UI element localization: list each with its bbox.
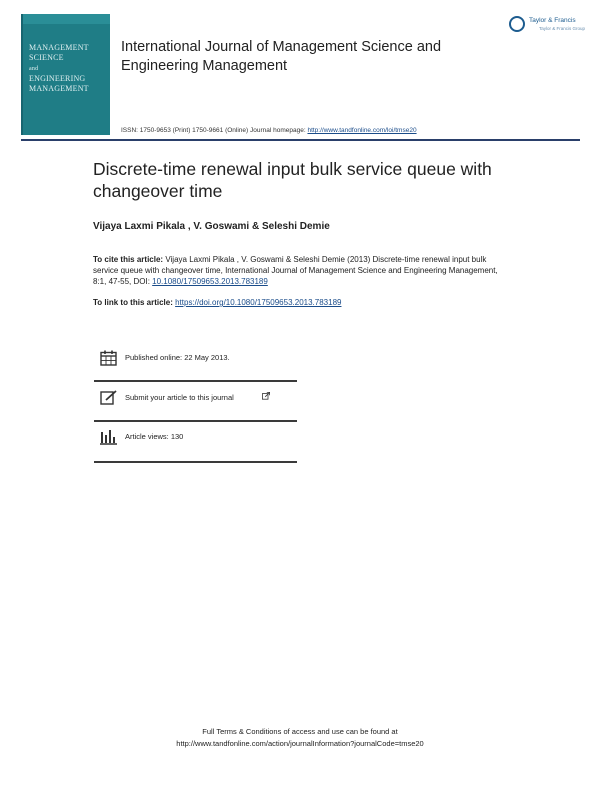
link-label: To link to this article: <box>93 298 173 307</box>
journal-cover-image <box>21 14 110 135</box>
article-title: Discrete-time renewal input bulk service queue with changeover time <box>93 159 492 201</box>
cover-title-line: and <box>29 66 39 72</box>
cite-text: Vijaya Laxmi Pikala , V. Goswami & Seleshi Demie (2013) Discrete-time renewal input bulk service queue with changeover time, International Journal of Management Science and Engineering Management, 8:1, 47-55, DOI: <box>93 255 498 286</box>
calendar-icon <box>100 350 118 366</box>
publisher-logo-icon <box>509 16 525 32</box>
metrics-divider <box>94 420 297 422</box>
cover-top-strip <box>21 14 110 24</box>
cite-label: To cite this article: <box>93 255 164 264</box>
terms-link[interactable]: http://www.tandfonline.com/action/journalInformation?journalCode=tmse20 <box>176 739 424 748</box>
metrics-divider <box>94 380 297 382</box>
article-views-text: Article views: 130 <box>125 432 184 441</box>
publisher-logo-name: Taylor & Francis <box>529 17 576 24</box>
metrics-divider <box>94 461 297 463</box>
cover-title-line: MANAGEMENT <box>29 43 89 52</box>
external-link-icon <box>262 392 270 400</box>
cover-title-line: SCIENCE <box>29 53 64 62</box>
bar-chart-icon <box>100 429 118 445</box>
submit-article-link[interactable]: Submit your article to this journal <box>125 393 234 402</box>
cover-title-line: MANAGEMENT <box>29 84 89 93</box>
citation-block <box>93 254 503 287</box>
article-url-link[interactable]: https://doi.org/10.1080/17509653.2013.783189 <box>175 298 342 307</box>
issn-line <box>121 127 417 134</box>
cover-title-line: ENGINEERING <box>29 74 86 83</box>
terms-text: Full Terms & Conditions of access and use can be found at <box>202 727 398 736</box>
journal-homepage-link[interactable]: http://www.tandfonline.com/loi/tmse20 <box>307 127 417 134</box>
journal-title: International Journal of Management Science and Engineering Management <box>121 39 442 74</box>
publisher-logo-subname: Taylor & Francis Group <box>539 26 586 31</box>
article-link-line <box>93 298 341 307</box>
article-authors: Vijaya Laxmi Pikala , V. Goswami & Seleshi Demie <box>93 221 330 232</box>
header-divider <box>21 139 580 141</box>
doi-link[interactable]: 10.1080/17509653.2013.783189 <box>152 277 268 286</box>
edit-icon <box>100 390 118 406</box>
cover-spine <box>21 14 23 135</box>
published-online-text: Published online: 22 May 2013. <box>125 353 230 362</box>
issn-text: ISSN: 1750-9653 (Print) 1750-9661 (Online) Journal homepage: <box>121 127 306 134</box>
publisher-logo[interactable] <box>509 15 584 37</box>
